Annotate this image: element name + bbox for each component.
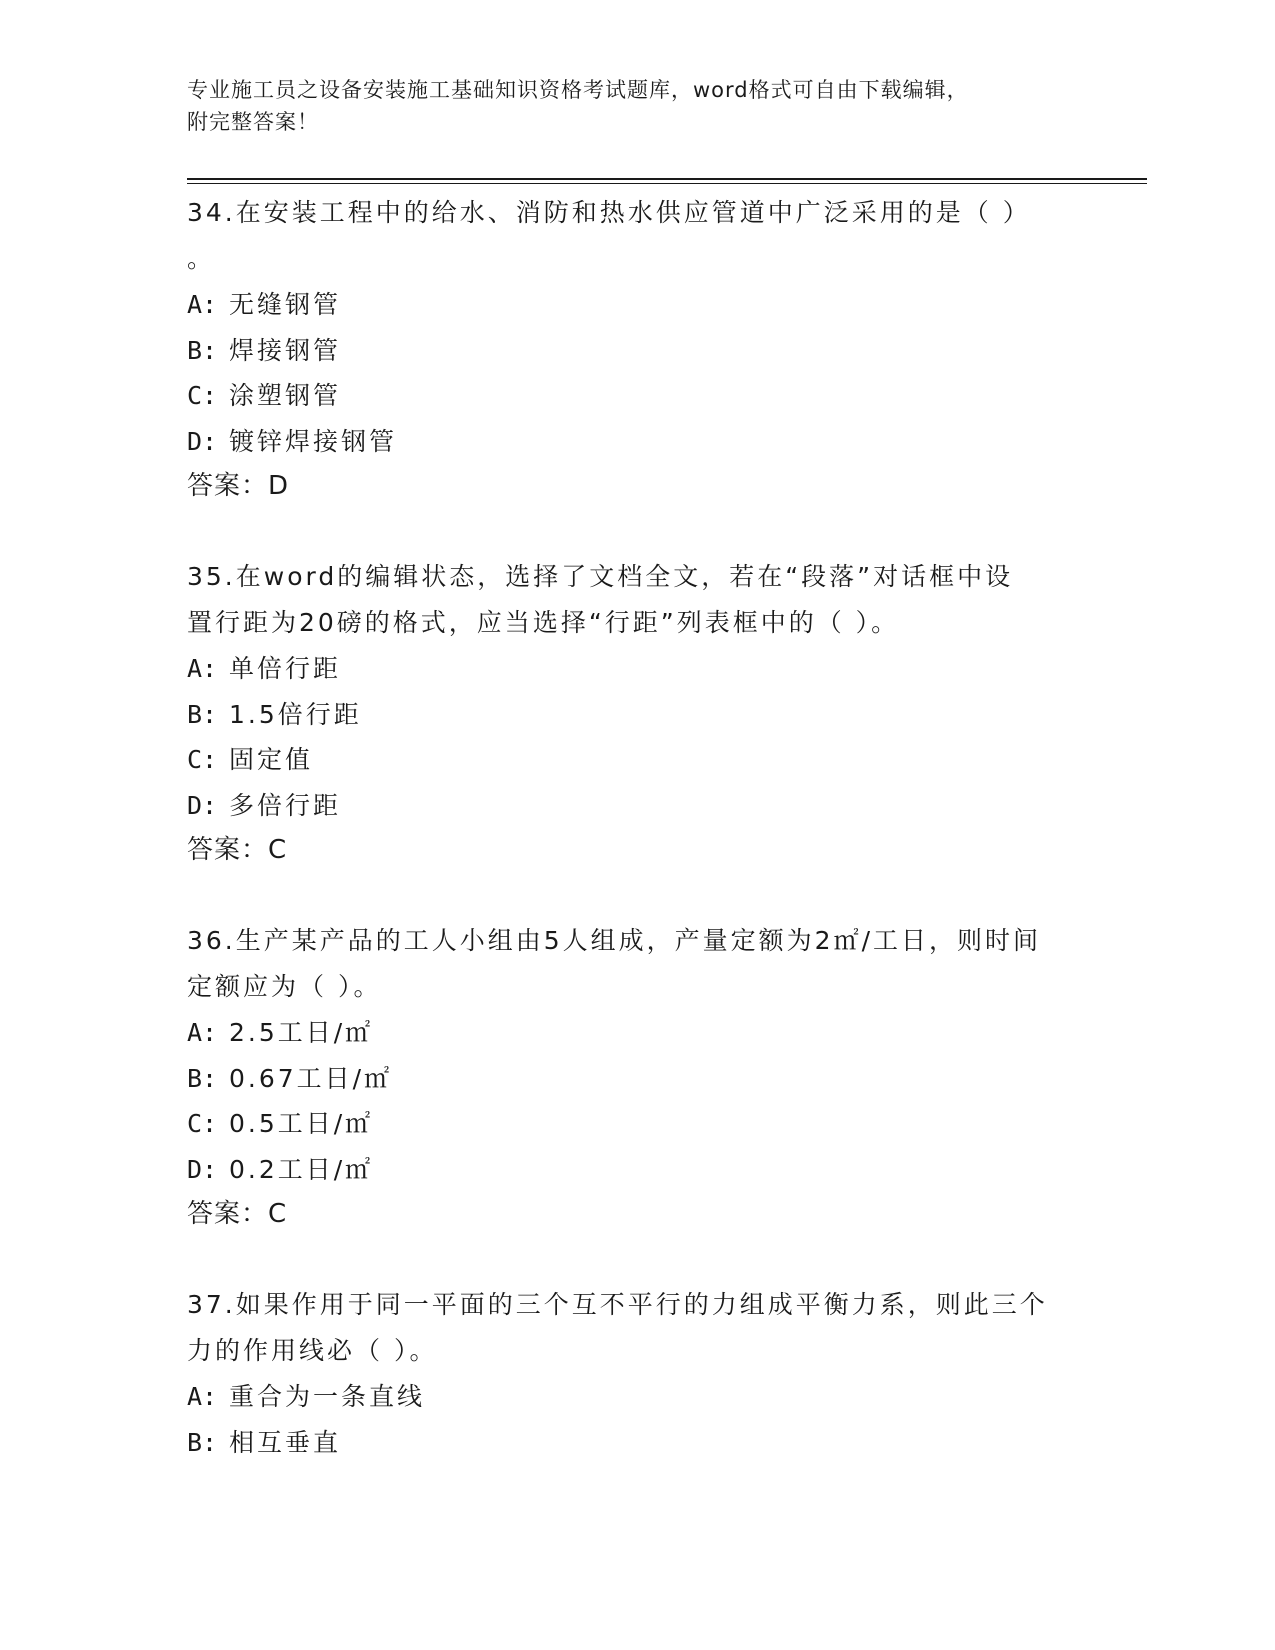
option-letter: A: [187, 654, 218, 683]
option-letter: D: [187, 790, 218, 820]
answer-line [187, 1192, 1087, 1237]
question-36 [187, 918, 1087, 1237]
question-stem: 37.如果作用于同一平面的三个互不平行的力组成平衡力系，则此三个 [187, 1290, 1048, 1319]
option-text: 镀锌焊接钢管 [229, 426, 398, 456]
option-letter: B: [187, 1063, 218, 1093]
header-line-2: 附完整答案！ [187, 110, 319, 134]
option-b [187, 1056, 1087, 1102]
option-a [187, 1010, 1087, 1056]
option-text: 1.5倍行距 [229, 699, 362, 729]
option-b [187, 1420, 1087, 1466]
question-35 [187, 554, 1087, 873]
answer-value: C [268, 1199, 288, 1229]
option-c [187, 373, 1087, 419]
option-letter: C: [187, 1109, 218, 1138]
option-letter: A: [187, 290, 218, 319]
option-letter: A: [187, 1382, 218, 1411]
option-b [187, 328, 1087, 374]
answer-label: 答案： [187, 471, 269, 501]
question-34 [187, 190, 1087, 509]
option-d [187, 1147, 1087, 1193]
question-list [187, 190, 1087, 1510]
option-d [187, 419, 1087, 465]
option-letter: B: [187, 335, 218, 365]
option-letter: B: [187, 1427, 218, 1457]
option-text: 涂塑钢管 [229, 381, 342, 410]
option-text: 0.67工日/㎡ [229, 1063, 393, 1093]
answer-value: D [268, 471, 290, 501]
option-text: 2.5工日/㎡ [229, 1018, 374, 1047]
option-a [187, 646, 1087, 692]
question-stem-continued: 定额应为（ ）。 [187, 972, 382, 1001]
option-c [187, 737, 1087, 783]
document-header [187, 74, 1067, 138]
option-text: 0.5工日/㎡ [229, 1109, 374, 1138]
option-text: 单倍行距 [229, 654, 342, 683]
answer-line [187, 828, 1087, 873]
answer-label: 答案： [187, 1199, 269, 1229]
header-line-1: 专业施工员之设备安装施工基础知识资格考试题库，word格式可自由下载编辑， [187, 78, 969, 102]
option-letter: D: [187, 1154, 218, 1184]
question-stem: 34.在安装工程中的给水、消防和热水供应管道中广泛采用的是（ ） [187, 198, 1031, 227]
question-stem: 35.在word的编辑状态，选择了文档全文，若在“段落”对话框中设 [187, 562, 1014, 591]
option-b [187, 692, 1087, 738]
answer-line [187, 464, 1087, 509]
option-text: 多倍行距 [229, 790, 342, 820]
option-letter: C: [187, 381, 218, 410]
option-text: 重合为一条直线 [229, 1382, 426, 1411]
question-stem-continued: 力的作用线必（ ）。 [187, 1336, 438, 1365]
option-a [187, 1374, 1087, 1420]
question-stem: 36.生产某产品的工人小组由5人组成，产量定额为2㎡/工日，则时间 [187, 926, 1041, 955]
question-37 [187, 1282, 1087, 1465]
option-letter: D: [187, 426, 218, 456]
option-text: 无缝钢管 [229, 290, 342, 319]
option-d [187, 783, 1087, 829]
option-letter: B: [187, 699, 218, 729]
answer-value: C [268, 835, 288, 865]
option-a [187, 282, 1087, 328]
header-divider-thin [187, 183, 1147, 184]
option-text: 相互垂直 [229, 1427, 342, 1457]
option-text: 0.2工日/㎡ [229, 1154, 374, 1184]
answer-label: 答案： [187, 835, 269, 865]
option-text: 焊接钢管 [229, 335, 342, 365]
option-letter: A: [187, 1018, 218, 1047]
option-text: 固定值 [229, 745, 314, 774]
option-letter: C: [187, 745, 218, 774]
question-stem-continued: 置行距为20磅的格式，应当选择“行距”列表框中的（ ）。 [187, 608, 900, 637]
option-c [187, 1101, 1087, 1147]
header-divider-thick [187, 178, 1147, 180]
question-stem-continued: 。 [187, 244, 216, 273]
